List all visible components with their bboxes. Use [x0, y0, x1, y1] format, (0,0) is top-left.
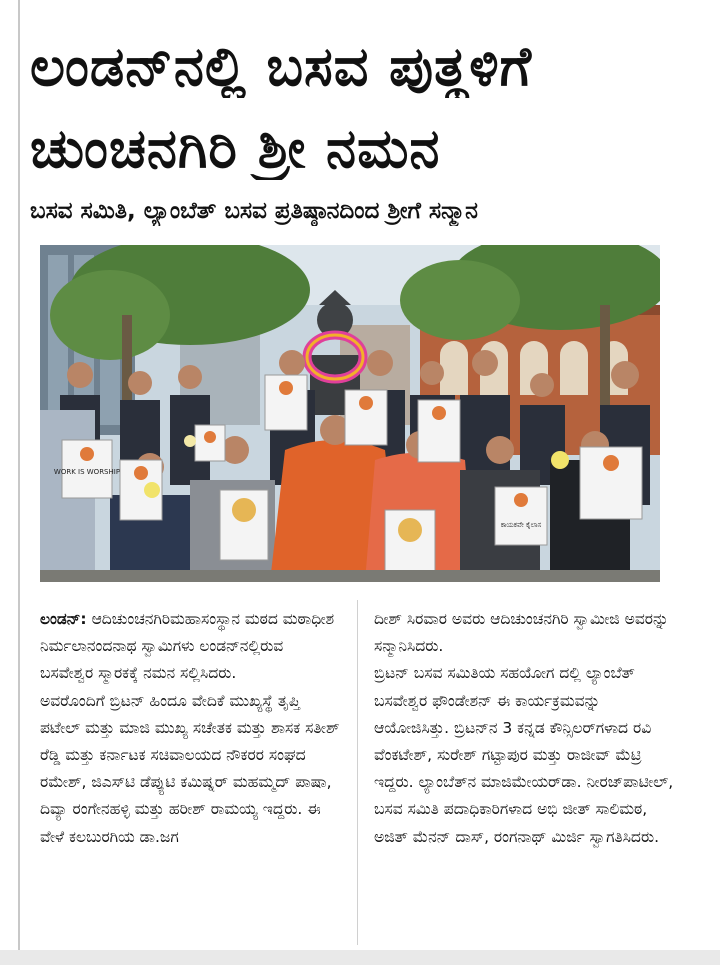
article-column-2: [374, 606, 674, 851]
column-divider: [357, 600, 358, 945]
group-photo-illustration: [40, 245, 660, 582]
dateline: ಲಂಡನ್:: [40, 610, 87, 628]
headline-line-1: ಲಂಡನ್‌ನಲ್ಲಿ ಬಸವ ಪುತ್ಥಳಿಗೆ: [30, 36, 533, 98]
placard-text-2: ಕಾಯಕವೇ ಕೈಲಾಸ: [500, 521, 542, 529]
paragraph-text: ಆದಿಚುಂಚನಗಿರಿಮಹಾಸಂಸ್ಥಾನ ಮಠದ ಮಠಾಧೀಶ ನಿರ್ಮಲಾನಂದನಾಥ ಸ್ವಾಮಿಗಳು ಲಂಡನ್‌ನಲ್ಲಿರುವ ಬಸವೇಶ್ವರ ಸ್ಮಾರಕಕ್ಕೆ ನಮನ ಸಲ್ಲಿಸಿದರು.: [40, 610, 335, 683]
placard-text-1: WORK IS WORSHIP: [53, 468, 121, 476]
subheadline: ಬಸವ ಸಮಿತಿ, ಲ್ಯಾಂಬೆತ್ ಬಸವ ಪ್ರತಿಷ್ಠಾನದಿಂದ ಶ್ರೀಗೆ ಸನ್ಮಾನ: [30, 198, 478, 224]
paragraph: ಬ್ರಿಟನ್ ಬಸವ ಸಮಿತಿಯ ಸಹಯೋಗ ದಲ್ಲಿ ಲ್ಯಾಂಬೆತ್ ಬಸವೇಶ್ವರ ಫೌಂಡೇಶನ್ ಈ ಕಾರ್ಯಕ್ರಮವನ್ನು ಆಯೋಜಿಸಿತ್ತು. ಬ್ರಿಟನ್‌ನ 3 ಕನ್ನಡ ಕೌನ್ಸಿಲರ್‌ಗಳಾದ ರವಿ ವೆಂಕಟೇಶ್, ಸುರೇಶ್ ಗಟ್ಟಾಪುರ ಮತ್ತು ರಾಜೀವ್ ಮೆಟ್ರಿ ಇದ್ದರು. ಲ್ಯಾಂಬೆತ್‌ನ ಮಾಜಿಮೇಯರ್‌ಡಾ. ನೀರಜ್‌ಪಾಟೀಲ್, ಬಸವ ಸಮಿತಿ ಪದಾಧಿಕಾರಿಗಳಾದ ಅಭಿ ಜೀತ್ ಸಾಲಿಮಠ, ಅಜಿತ್ ಮೆನನ್ ದಾಸ್, ರಂಗನಾಥ್ ಮಿರ್ಜಿ ಸ್ವಾಗತಿಸಿದರು.: [374, 664, 674, 846]
paragraph: ಅವರೊಂದಿಗೆ ಬ್ರಿಟನ್ ಹಿಂದೂ ವೇದಿಕೆ ಮುಖ್ಯಸ್ಥೆ ತೃಪ್ತಿ ಪಟೇಲ್ ಮತ್ತು ಮಾಜಿ ಮುಖ್ಯ ಸಚೇತಕ ಮತ್ತು ಶಾಸಕ ಸತೀಶ್ ರೆಡ್ಡಿ ಮತ್ತು ಕರ್ನಾಟಕ ಸಚಿವಾಲಯದ ನೌಕರರ ಸಂಘದ ರಮೇಶ್, ಜಿಎಸ್‌ಟಿ ಡೆಪ್ಯುಟಿ ಕಮಿಷ್ನರ್ ಮಹಮ್ಮದ್ ಪಾಷಾ, ದಿವ್ಯಾ ರಂಗೇನಹಳ್ಳಿ ಮತ್ತು ಹರೀಶ್ ರಾಮಯ್ಯ ಇದ್ದರು. ಈ ವೇಳೆ ಕಲಬುರಗಿಯ ಡಾ.ಜಗ: [40, 691, 340, 846]
paragraph: [40, 606, 340, 688]
article-column-1: [40, 606, 340, 851]
bottom-margin-band: [0, 950, 720, 965]
paragraph: ದೀಶ್ ಸಿರವಾರ ಅವರು ಆದಿಚುಂಚನಗಿರಿ ಸ್ವಾಮೀಜಿ ಅವರನ್ನು ಸನ್ಮಾನಿಸಿದರು.: [374, 610, 669, 656]
page-edge-rule: [18, 0, 20, 965]
headline-line-2: ಚುಂಚನಗಿರಿ ಶ್ರೀ ನಮನ: [30, 118, 441, 180]
news-photo: [40, 245, 660, 582]
